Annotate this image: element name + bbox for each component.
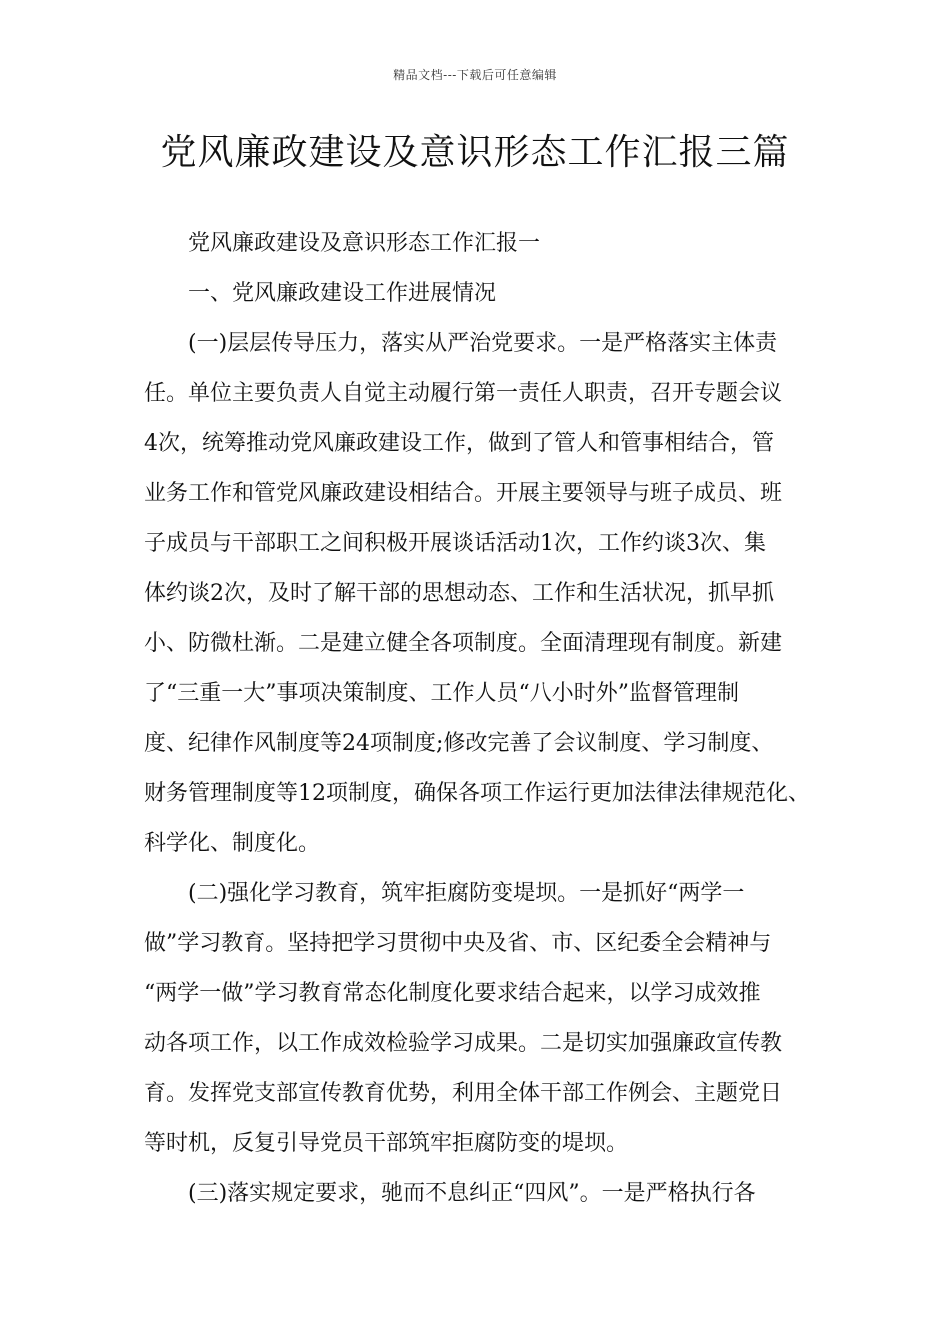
paragraph-line: 4次，统筹推动党风廉政建设工作，做到了管人和管事相结合，管 xyxy=(144,431,774,456)
document-title: 党风廉政建设及意识形态工作汇报三篇 xyxy=(160,132,790,173)
paragraph-line: 任。单位主要负责人自觉主动履行第一责任人职责，召开专题会议 xyxy=(144,381,783,406)
paragraph-line: (二)强化学习教育，筑牢拒腐防变堤坝。一是抓好“两学一 xyxy=(188,881,745,906)
document-body xyxy=(144,226,814,1226)
paragraph-section-heading xyxy=(144,276,814,326)
paragraph-line: 动各项工作，以工作成效检验学习成果。二是切实加强廉政宣传教 xyxy=(144,1031,783,1056)
paragraph-line: 业务工作和管党风廉政建设相结合。开展主要领导与班子成员、班 xyxy=(144,481,783,506)
paragraph-line: 小、防微杜渐。二是建立健全各项制度。全面清理现有制度。新建 xyxy=(144,631,783,656)
paragraph-line: 育。发挥党支部宣传教育优势，利用全体干部工作例会、主题党日 xyxy=(144,1081,783,1106)
paragraph-line: 财务管理制度等12项制度，确保各项工作运行更加法律法律规范化、 xyxy=(144,781,810,806)
paragraph-subtitle xyxy=(144,226,814,276)
paragraph-item-2 xyxy=(144,876,814,1176)
paragraph-line: 党风廉政建设及意识形态工作汇报一 xyxy=(188,231,541,256)
paragraph-line: 度、纪律作风制度等24项制度;修改完善了会议制度、学习制度、 xyxy=(144,731,774,756)
paragraph-line: 一、党风廉政建设工作进展情况 xyxy=(188,281,497,306)
header-note: 精品文档---下载后可任意编辑 xyxy=(393,68,557,82)
paragraph-line: 体约谈2次，及时了解干部的思想动态、工作和生活状况，抓早抓 xyxy=(144,581,774,606)
paragraph-line: 子成员与干部职工之间积极开展谈话活动1次，工作约谈3次、集 xyxy=(144,531,766,556)
paragraph-item-1 xyxy=(144,326,814,876)
paragraph-line: (三)落实规定要求，驰而不息纠正“四风”。一是严格执行各 xyxy=(188,1181,756,1206)
paragraph-item-3 xyxy=(144,1176,814,1226)
paragraph-line: 了“三重一大”事项决策制度、工作人员“八小时外”监督管理制 xyxy=(144,681,739,706)
paragraph-line: 做”学习教育。坚持把学习贯彻中央及省、市、区纪委全会精神与 xyxy=(144,931,772,956)
paragraph-line: “两学一做”学习教育常态化制度化要求结合起来，以学习成效推 xyxy=(144,981,761,1006)
paragraph-line: (一)层层传导压力，落实从严治党要求。一是严格落实主体责 xyxy=(188,331,778,356)
paragraph-line: 等时机，反复引导党员干部筑牢拒腐防变的堤坝。 xyxy=(144,1131,629,1156)
paragraph-line: 科学化、制度化。 xyxy=(144,831,321,856)
